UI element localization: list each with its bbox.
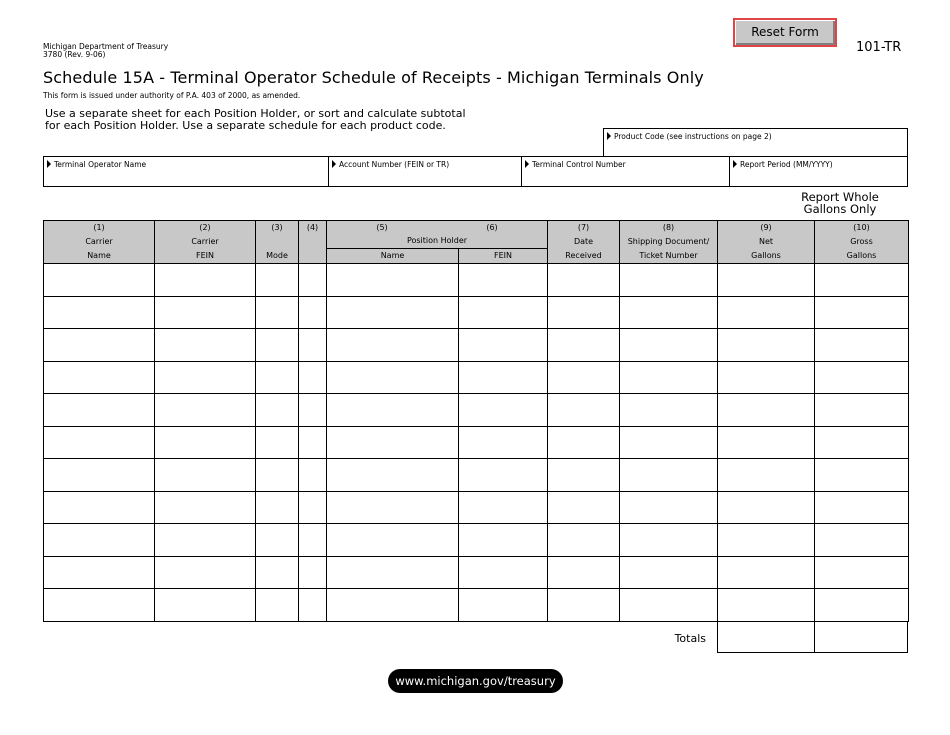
shipping-document-cell[interactable] [620,589,718,622]
carrier-name-cell[interactable] [44,589,155,622]
col-position-holder-fein-header: FEIN [459,248,548,263]
net-gallons-cell[interactable] [718,556,815,589]
col-carrier-fein-header: (2) Carrier FEIN [155,221,256,264]
carrier-name-cell[interactable] [44,491,155,524]
position-holder-fein-cell[interactable] [459,459,548,492]
totals-label: Totals [674,632,706,645]
gross-gallons-cell[interactable] [815,491,909,524]
table-row [44,361,909,394]
mode-cell[interactable] [256,426,299,459]
col-position-holder-name-header: Name [327,248,459,263]
col-gross-gallons-header: (10) Gross Gallons [815,221,909,264]
report-whole-line-2: Gallons Only [803,202,877,216]
col-4-cell[interactable] [299,394,327,427]
col-4-cell[interactable] [299,459,327,492]
position-holder-name-cell[interactable] [327,524,459,557]
account-number-field[interactable] [328,156,522,187]
col-date-received-header: (7) Date Received [548,221,620,264]
carrier-name-cell[interactable] [44,524,155,557]
carrier-fein-cell[interactable] [155,329,256,362]
gross-gallons-cell[interactable] [815,524,909,557]
carrier-name-cell[interactable] [44,264,155,297]
date-received-cell[interactable] [548,491,620,524]
account-number-label: Account Number (FEIN or TR) [339,160,450,169]
position-holder-fein-cell[interactable] [459,264,548,297]
mode-cell[interactable] [256,524,299,557]
shipping-document-cell[interactable] [620,329,718,362]
carrier-name-cell[interactable] [44,394,155,427]
form-revision: 3780 (Rev. 9-06) [43,50,106,59]
carrier-name-cell[interactable] [44,329,155,362]
col-4-cell[interactable] [299,329,327,362]
position-holder-name-cell[interactable] [327,426,459,459]
product-code-field[interactable] [603,128,908,157]
table-row [44,459,909,492]
shipping-document-cell[interactable] [620,296,718,329]
gross-gallons-cell[interactable] [815,426,909,459]
col-4-cell[interactable] [299,491,327,524]
table-row [44,491,909,524]
total-gross-gallons-field[interactable] [814,621,908,653]
position-holder-name-cell[interactable] [327,491,459,524]
gross-gallons-cell[interactable] [815,556,909,589]
col-4-cell[interactable] [299,426,327,459]
mode-cell[interactable] [256,589,299,622]
report-period-field[interactable] [729,156,908,187]
col-4-cell[interactable] [299,296,327,329]
reset-form-button[interactable]: Reset Form [733,18,837,47]
col-4-cell[interactable] [299,264,327,297]
col-4-header: (4) [299,221,327,264]
receipts-table [43,220,909,622]
col-net-gallons-header: (9) Net Gallons [718,221,815,264]
gross-gallons-cell[interactable] [815,394,909,427]
carrier-fein-cell[interactable] [155,426,256,459]
total-net-gallons-field[interactable] [717,621,815,653]
table-row [44,524,909,557]
carrier-name-cell[interactable] [44,361,155,394]
authority-note: This form is issued under authority of P.A. 403 of 2000, as amended. [43,91,301,100]
carrier-fein-cell[interactable] [155,361,256,394]
position-holder-fein-cell[interactable] [459,329,548,362]
net-gallons-cell[interactable] [718,426,815,459]
date-received-cell[interactable] [548,426,620,459]
date-received-cell[interactable] [548,296,620,329]
col-carrier-name-header: (1) Carrier Name [44,221,155,264]
position-holder-fein-cell[interactable] [459,426,548,459]
carrier-fein-cell[interactable] [155,394,256,427]
position-holder-name-cell[interactable] [327,459,459,492]
carrier-fein-cell[interactable] [155,459,256,492]
col-4-cell[interactable] [299,556,327,589]
mode-cell[interactable] [256,264,299,297]
arrow-right-icon [607,132,611,140]
page-title: Schedule 15A - Terminal Operator Schedule of Receipts - Michigan Terminals Only [43,68,704,87]
carrier-fein-cell[interactable] [155,524,256,557]
position-holder-fein-cell[interactable] [459,589,548,622]
report-period-label: Report Period (MM/YYYY) [740,160,833,169]
position-holder-header: (5) (6) Position Holder [327,221,548,249]
instructions [45,108,475,132]
date-received-cell[interactable] [548,329,620,362]
terminal-control-number-label: Terminal Control Number [532,160,626,169]
position-holder-fein-cell[interactable] [459,491,548,524]
shipping-document-cell[interactable] [620,361,718,394]
table-row [44,394,909,427]
col-shipping-document-header: (8) Shipping Document/ Ticket Number [620,221,718,264]
position-holder-name-cell[interactable] [327,589,459,622]
net-gallons-cell[interactable] [718,491,815,524]
position-holder-name-cell[interactable] [327,264,459,297]
terminal-control-number-field[interactable] [521,156,730,187]
carrier-fein-cell[interactable] [155,296,256,329]
mode-cell[interactable] [256,556,299,589]
net-gallons-cell[interactable] [718,329,815,362]
report-whole-gallons-note [770,191,910,215]
date-received-cell[interactable] [548,459,620,492]
table-row [44,296,909,329]
position-holder-fein-cell[interactable] [459,524,548,557]
net-gallons-cell[interactable] [718,524,815,557]
carrier-name-cell[interactable] [44,296,155,329]
date-received-cell[interactable] [548,394,620,427]
table-row [44,329,909,362]
report-whole-line-1: Report Whole [801,190,879,204]
carrier-name-cell[interactable] [44,426,155,459]
terminal-operator-name-label: Terminal Operator Name [54,160,147,169]
position-holder-fein-cell[interactable] [459,361,548,394]
col-4-cell[interactable] [299,589,327,622]
carrier-name-cell[interactable] [44,459,155,492]
department-name: Michigan Department of Treasury [43,42,169,51]
shipping-document-cell[interactable] [620,556,718,589]
gross-gallons-cell[interactable] [815,329,909,362]
mode-cell[interactable] [256,459,299,492]
treasury-website-link[interactable]: www.michigan.gov/treasury [388,669,563,693]
net-gallons-cell[interactable] [718,589,815,622]
arrow-right-icon [525,160,529,168]
carrier-fein-cell[interactable] [155,264,256,297]
gross-gallons-cell[interactable] [815,264,909,297]
mode-cell[interactable] [256,329,299,362]
mode-cell[interactable] [256,491,299,524]
position-holder-name-cell[interactable] [327,296,459,329]
carrier-fein-cell[interactable] [155,589,256,622]
position-holder-name-cell[interactable] [327,556,459,589]
position-holder-fein-cell[interactable] [459,556,548,589]
net-gallons-cell[interactable] [718,394,815,427]
carrier-name-cell[interactable] [44,556,155,589]
gross-gallons-cell[interactable] [815,361,909,394]
arrow-right-icon [332,160,336,168]
table-row [44,264,909,297]
gross-gallons-cell[interactable] [815,296,909,329]
net-gallons-cell[interactable] [718,459,815,492]
carrier-fein-cell[interactable] [155,556,256,589]
carrier-fein-cell[interactable] [155,491,256,524]
table-row [44,589,909,622]
date-received-cell[interactable] [548,556,620,589]
mode-cell[interactable] [256,361,299,394]
shipping-document-cell[interactable] [620,524,718,557]
gross-gallons-cell[interactable] [815,459,909,492]
form-number: 101-TR [856,40,902,55]
arrow-right-icon [47,160,51,168]
position-holder-name-cell[interactable] [327,361,459,394]
shipping-document-cell[interactable] [620,264,718,297]
position-holder-name-cell[interactable] [327,394,459,427]
position-holder-fein-cell[interactable] [459,394,548,427]
col-4-cell[interactable] [299,524,327,557]
date-received-cell[interactable] [548,264,620,297]
net-gallons-cell[interactable] [718,296,815,329]
col-mode-header: (3) Mode [256,221,299,264]
mode-cell[interactable] [256,296,299,329]
date-received-cell[interactable] [548,524,620,557]
arrow-right-icon [733,160,737,168]
date-received-cell[interactable] [548,589,620,622]
gross-gallons-cell[interactable] [815,589,909,622]
net-gallons-cell[interactable] [718,361,815,394]
table-row [44,556,909,589]
shipping-document-cell[interactable] [620,459,718,492]
position-holder-fein-cell[interactable] [459,296,548,329]
product-code-label: Product Code (see instructions on page 2) [614,132,772,141]
position-holder-name-cell[interactable] [327,329,459,362]
date-received-cell[interactable] [548,361,620,394]
shipping-document-cell[interactable] [620,426,718,459]
shipping-document-cell[interactable] [620,394,718,427]
terminal-operator-name-field[interactable] [43,156,329,187]
shipping-document-cell[interactable] [620,491,718,524]
instructions-line-2: for each Position Holder. Use a separate schedule for each product code. [45,119,446,132]
col-4-cell[interactable] [299,361,327,394]
net-gallons-cell[interactable] [718,264,815,297]
instructions-line-1: Use a separate sheet for each Position Holder, or sort and calculate subtotal [45,107,466,120]
table-row [44,426,909,459]
mode-cell[interactable] [256,394,299,427]
